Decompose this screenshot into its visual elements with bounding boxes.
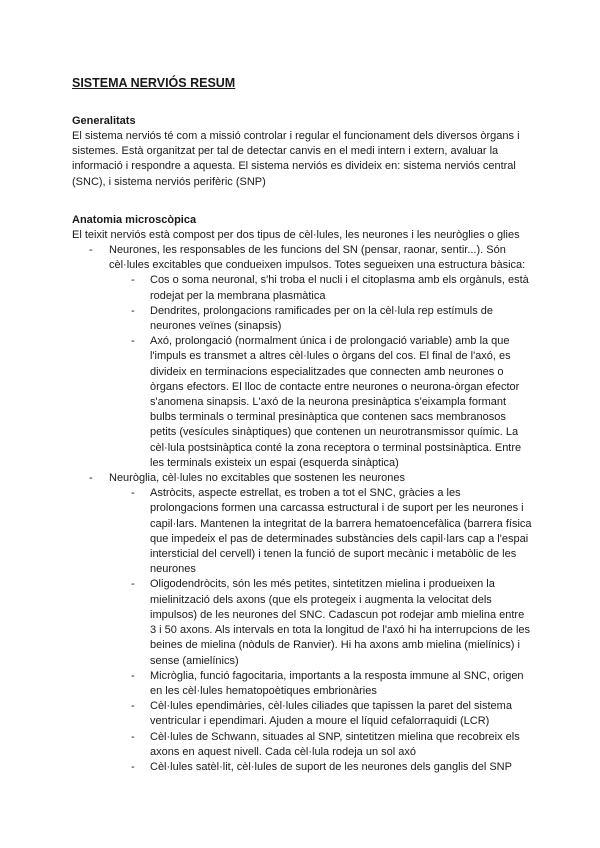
list-item: - Dendrites, prolongacions ramificades per on la cèl·lula rep estímuls de neurones veïnes (sinapsis) <box>118 304 532 334</box>
neuroglia-text: Neuròglia, cèl·lules no excitables que sostenen les neurones <box>109 472 405 485</box>
generalitats-paragraph: El sistema nerviós té com a missió controlar i regular el funcionament dels diversos òrgans i sistemes. Està organitzat per tal de detectar canvis en el medi intern i extern, avaluar la informació i respondre a aquesta. El sistema nerviós es divideix en: sistema nerviós central (SNC), i sistema nerviós perifèric (SNP) <box>72 130 520 188</box>
list-item: - Cèl·lules ependimàries, cèl·lules ciliades que tapissen la paret del sistema ventricular i ependimari. Ajuden a moure el líquid cefalorraquidi (LCR) <box>118 699 532 729</box>
neurones-sublist <box>118 273 532 471</box>
list-item-neurones <box>72 243 532 471</box>
cell-types-list <box>72 243 532 775</box>
section-heading-generalitats: Generalitats <box>72 115 136 127</box>
document-title: SISTEMA NERVIÓS RESUM <box>72 76 236 90</box>
list-item: - Oligodendròcits, són les més petites, sintetitzen mielina i produeixen la mielinització dels axons (que els protegeix i augmenta la velocitat dels impulsos) de les neurones del SNC. Cadascun pot rodejar amb mielina entre 3 i 50 axons. Als intervals en tota la longitud de l'axó hi ha interrupcions de les beines de mielina (nòduls de Ranvier). Hi ha axons amb mielina (mielínics) i sense (amielínics) <box>118 577 532 668</box>
list-item: - Micròglia, funció fagocitaria, importants a la resposta immune al SNC, origen en les cèl·lules hematopoètiques embrionàries <box>118 669 532 699</box>
list-item: - Axó, prolongació (normalment única i de prolongació variable) amb la que l'impuls es transmet a altres cèl·lules o òrgans del cos. El final de l'axó, es divideix en terminacions especialitzades que connecten amb neurones o òrgans efectors. El lloc de contacte entre neurones o neurona-òrgan efector s'anomena sinapsis. L'axó de la neurona presinàptica s'eixampla formant bulbs terminals o terminal presinàptica que contenen sacs membranosos petits (vesícules sinàptiques) que contenen un neurotransmissor químic. La cèl·lula postsinàptica conté la zona receptora o terminal postsinàptica. Entre les terminals existeix un espai (esquerda sinàptica) <box>118 334 532 471</box>
list-item-neuroglia <box>72 471 532 775</box>
neuroglia-sublist <box>118 486 532 775</box>
list-item: - Astròcits, aspecte estrellat, es troben a tot el SNC, gràcies a les prolongacions formen una carcassa estructural i de suport per les neurones i capil·lars. Mantenen la integritat de la barrera hematoencefàlica (barrera física que impedeix el pas de determinades substàncies dels capil·lars cap a l'espai intersticial del cervell) i tenen la funció de suport mecànic i metabòlic de les neurones <box>118 486 532 577</box>
section-anatomia <box>72 213 532 775</box>
neurones-text: Neurones, les responsables de les funcions del SN (pensar, raonar, sentir...). Són cèl·lules excitables que condueixen impulsos. Totes segueixen una estructura bàsica: <box>109 244 526 272</box>
section-generalitats <box>72 114 532 190</box>
list-item: - Cèl·lules satèl·lit, cèl·lules de suport de les neurones dels ganglis del SNP <box>118 760 532 775</box>
section-heading-anatomia: Anatomia microscòpica <box>72 213 197 226</box>
anatomia-intro: El teixit nerviós està compost per dos tipus de cèl·lules, les neurones i les neuròglies o glies <box>72 228 520 241</box>
document-page <box>72 76 532 775</box>
list-item: - Cèl·lules de Schwann, situades al SNP, sintetitzen mielina que recobreix els axons en aquest nivell. Cada cèl·lula rodeja un sol axó <box>118 730 532 760</box>
list-item: - Cos o soma neuronal, s'hi troba el nucli i el citoplasma amb els orgànuls, està rodejat per la membrana plasmàtica <box>118 273 532 303</box>
